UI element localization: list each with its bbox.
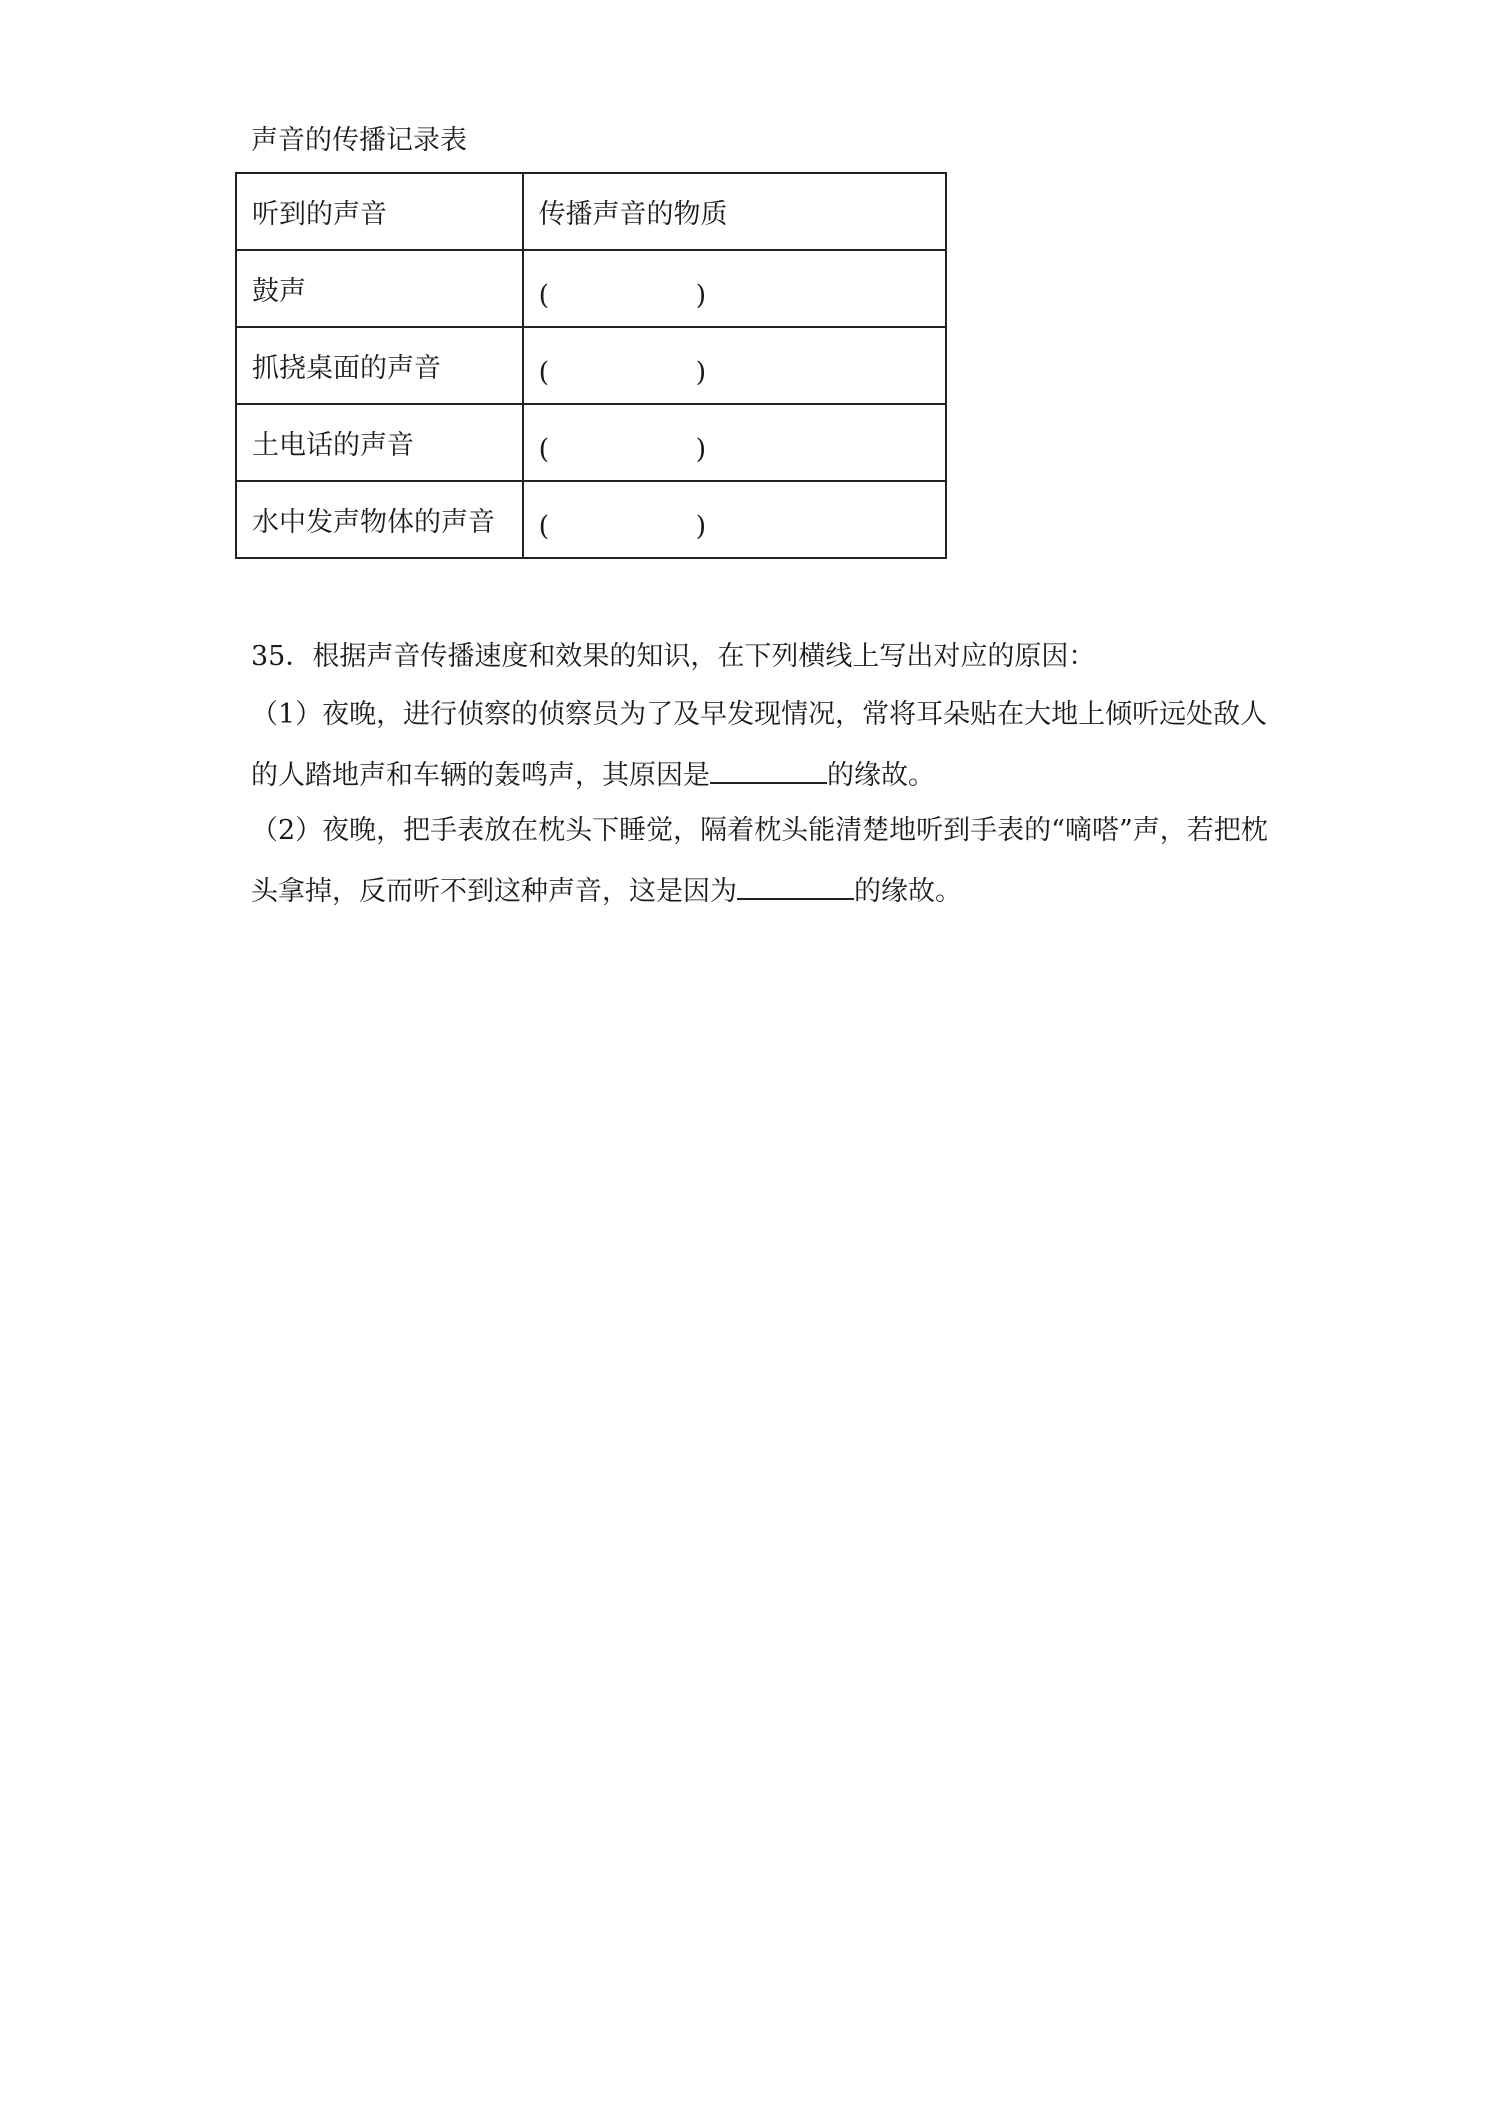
- answer-cell[interactable]: ( ): [523, 481, 946, 558]
- header-heard-sound: 听到的声音: [236, 173, 523, 250]
- answer-blank-2[interactable]: [737, 872, 854, 900]
- row-sound-label: 水中发声物体的声音: [236, 481, 523, 558]
- header-medium: 传播声音的物质: [523, 173, 946, 250]
- answer-blank-1[interactable]: [710, 756, 827, 784]
- row-sound-label: 鼓声: [236, 250, 523, 327]
- answer-cell[interactable]: ( ): [523, 327, 946, 404]
- question-part1-line2: [251, 756, 935, 793]
- question-part2-ending: 的缘故。: [854, 876, 962, 907]
- answer-cell[interactable]: ( ): [523, 404, 946, 481]
- sound-propagation-table: [235, 172, 947, 559]
- table-row: [236, 327, 946, 404]
- row-sound-label: 土电话的声音: [236, 404, 523, 481]
- question-part2-line1: （2）夜晚，把手表放在枕头下睡觉，隔着枕头能清楚地听到手表的“嘀嗒”声，若把枕: [251, 815, 1268, 846]
- table-row: [236, 404, 946, 481]
- table-caption: 声音的传播记录表: [251, 125, 467, 156]
- row-sound-label: 抓挠桌面的声音: [236, 327, 523, 404]
- answer-cell[interactable]: ( ): [523, 250, 946, 327]
- question-part1-text: 的人踏地声和车辆的轰鸣声，其原因是: [251, 760, 710, 791]
- question-35-title: 35．根据声音传播速度和效果的知识，在下列横线上写出对应的原因：: [251, 641, 1096, 672]
- question-part1-line1: （1）夜晚，进行侦察的侦察员为了及早发现情况，常将耳朵贴在大地上倾听远处敌人: [251, 699, 1268, 730]
- question-part2-text: 头拿掉，反而听不到这种声音，这是因为: [251, 876, 737, 907]
- table-row: [236, 481, 946, 558]
- table-header-row: [236, 173, 946, 250]
- question-part2-line2: [251, 872, 962, 909]
- question-part1-ending: 的缘故。: [827, 760, 935, 791]
- table-row: [236, 250, 946, 327]
